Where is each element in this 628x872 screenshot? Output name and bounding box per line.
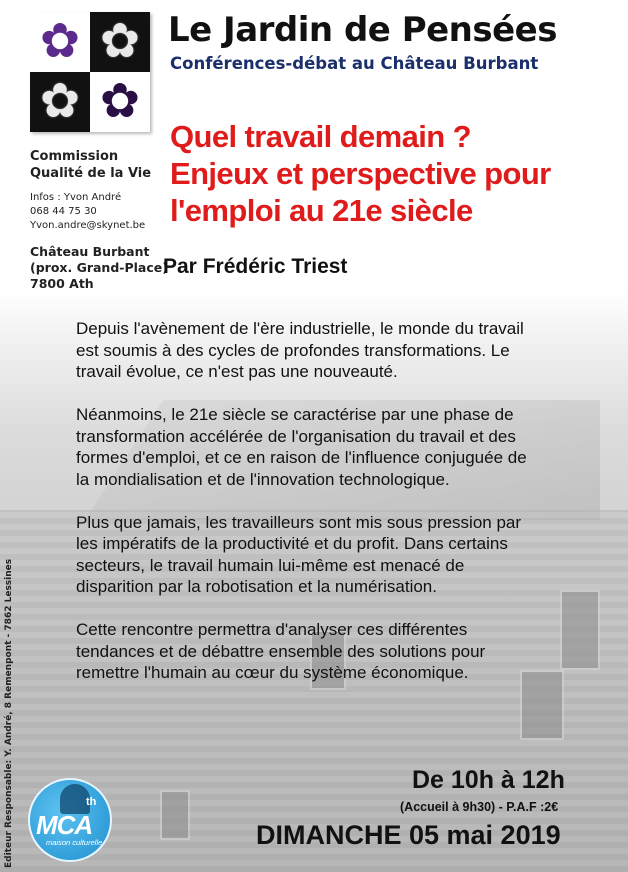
text-line: disparition par la robotisation et la numérisation. <box>76 577 437 596</box>
pansy-flowers-icon: ✿ <box>30 72 90 132</box>
pansy-logo <box>30 12 150 132</box>
question-line: l'emploi au 21e siècle <box>170 193 473 228</box>
event-details: (Accueil à 9h30) - P.A.F :2€ <box>400 800 559 814</box>
conference-question <box>170 118 551 229</box>
contact-line: Infos : Yvon André <box>30 192 122 203</box>
location-line: 7800 Ath <box>30 276 94 291</box>
contact-phone: 068 44 75 30 <box>30 206 97 217</box>
organizer-line: Commission <box>30 149 119 164</box>
text-line: les impératifs de la productivité et du profit. Dans certains <box>76 534 508 553</box>
paragraph <box>76 512 596 598</box>
mca-subtext: maison culturelle <box>46 838 103 847</box>
text-line: travail évolue, ce n'est pas une nouveauté. <box>76 362 398 381</box>
text-line: tendances et de débattre ensemble des solutions pour <box>76 641 486 661</box>
paragraph <box>76 318 596 383</box>
question-line: Quel travail demain ? <box>170 119 471 154</box>
text-line: Plus que jamais, les travailleurs sont mis sous pression par <box>76 512 522 532</box>
pansy-flowers-icon: ✿ <box>30 12 90 72</box>
location-block <box>30 244 168 292</box>
publisher-note <box>4 558 16 868</box>
event-time: De 10h à 12h <box>412 766 565 794</box>
publisher-text: Editeur Responsable: Y. André, 8 Remenpont - 7862 Lessines <box>4 558 14 868</box>
contact-email: Yvon.andre@skynet.be <box>30 220 146 231</box>
text-line: transformation accélérée de l'organisation du travail et des <box>76 426 516 446</box>
text-line: est soumis à des cycles de profondes transformations. Le <box>76 340 510 360</box>
organizer-line: Qualité de la Vie <box>30 166 152 181</box>
page-title: Le Jardin de Pensées <box>168 10 557 50</box>
text-line: secteurs, le travail humain lui-même est menacé de <box>76 555 465 575</box>
text-line: Depuis l'avènement de l'ère industrielle, le monde du travail <box>76 319 524 338</box>
speaker-name: Par Frédéric Triest <box>163 255 348 278</box>
location-line: (prox. Grand-Place) <box>30 260 168 275</box>
event-date: DIMANCHE 05 mai 2019 <box>256 820 561 850</box>
text-line: remettre l'humain au cœur du système économique. <box>76 663 469 682</box>
organizer-block <box>30 148 151 182</box>
mca-logo <box>28 778 112 862</box>
question-line: Enjeux et perspective pour <box>170 156 551 191</box>
text-line: la mondialisation et de l'innovation technologique. <box>76 469 450 489</box>
mca-letters: MCA <box>36 810 93 840</box>
page-subtitle: Conférences-débat au Château Burbant <box>170 54 539 73</box>
pansy-flowers-icon: ✿ <box>90 12 150 72</box>
contact-block <box>30 191 145 233</box>
window <box>160 790 190 840</box>
text-line: Néanmoins, le 21e siècle se caractérise par une phase de <box>76 405 514 424</box>
description-text <box>76 318 596 705</box>
pansy-flowers-icon: ✿ <box>90 72 150 132</box>
paragraph <box>76 404 596 490</box>
text-line: Cette rencontre permettra d'analyser ces différentes <box>76 620 468 639</box>
location-line: Château Burbant <box>30 244 150 259</box>
text-line: formes d'emploi, et ce en raison de l'influence conjuguée de <box>76 448 527 467</box>
mca-superscript: th <box>86 796 97 808</box>
paragraph <box>76 619 596 684</box>
